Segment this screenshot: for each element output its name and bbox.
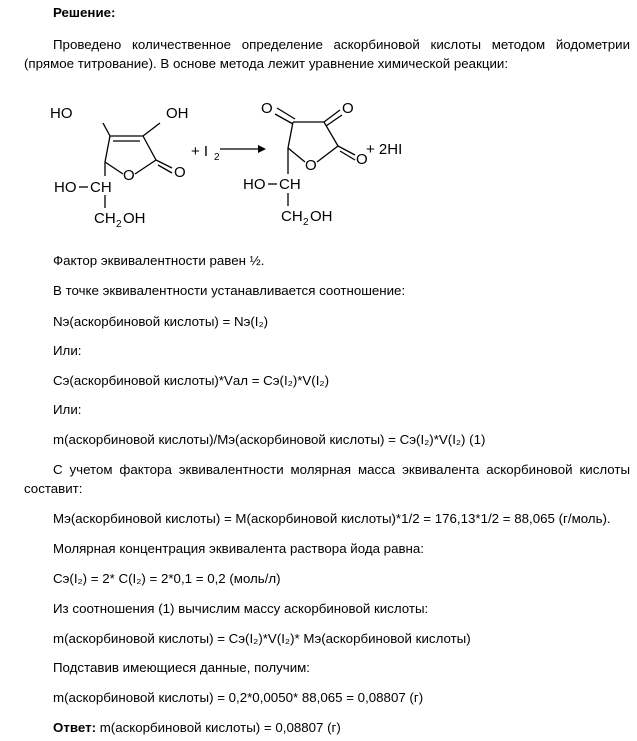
paragraph-molar-mass-intro: С учетом фактора эквивалентности молярная масса эквивалента аскорбиновой кислоты составит:	[24, 462, 630, 496]
equation-3: m(аскорбиновой кислоты)/Mэ(аскорбиновой кислоты) = Cэ(I₂)*V(I₂) (1)	[53, 432, 486, 447]
bond	[158, 165, 172, 173]
bond	[105, 136, 110, 162]
dehydroascorbic-acid-structure	[243, 100, 368, 228]
bond	[288, 122, 293, 148]
paragraph-substitute: Подставив имеющиеся данные, получим:	[53, 660, 310, 675]
paragraph-iodine-conc-intro: Молярная концентрация эквивалента раствора йода равна:	[53, 541, 424, 556]
bond	[143, 123, 160, 136]
equation-1: Nэ(аскорбиновой кислоты) = Nэ(I₂)	[53, 314, 269, 329]
paragraph-mass-intro: Из соотношения (1) вычислим массу аскорбиновой кислоты:	[53, 601, 429, 616]
label-o-top-right: O	[342, 100, 354, 117]
bond	[324, 122, 338, 146]
label-ch2oh-sub: 2	[116, 219, 122, 230]
answer-line	[53, 720, 341, 736]
label-ring-o: O	[305, 157, 317, 174]
bond	[326, 115, 342, 126]
label-ch2oh-ch: CH	[281, 208, 303, 225]
label-ch: CH	[279, 176, 301, 193]
bond	[105, 162, 123, 174]
answer-label: Ответ:	[53, 720, 97, 735]
answer-value: m(аскорбиновой кислоты) = 0,08807 (г)	[96, 720, 341, 735]
paragraph-intro: Проведено количественное определение аскорбиновой кислоты методом йодометрии (прямое титрование). В основе метода лежит уравнение химической реакции:	[24, 37, 630, 71]
bond	[338, 146, 355, 155]
iodine-reagent	[191, 143, 266, 163]
label-ch2oh-oh: OH	[123, 210, 146, 227]
label-ho-ch: HO	[243, 176, 266, 193]
bond	[156, 160, 172, 168]
label-i2-sub: 2	[214, 152, 220, 163]
label-carbonyl-o: O	[174, 164, 186, 181]
label-ring-o: O	[123, 167, 135, 184]
label-plus-i2: + I	[191, 143, 209, 160]
reaction-scheme	[48, 88, 448, 238]
paragraph-or-1: Или:	[53, 343, 82, 358]
label-ho-ch: HO	[54, 179, 77, 196]
bond	[135, 160, 156, 174]
label-ch2oh-oh: OH	[310, 208, 333, 225]
paragraph-factor: Фактор эквивалентности равен ½.	[53, 253, 265, 268]
label-plus-2hi: + 2HI	[366, 141, 403, 158]
equation-6: m(аскорбиновой кислоты) = Cэ(I₂)*V(I₂)* Mэ(аскорбиновой кислоты)	[53, 631, 471, 646]
bond	[340, 151, 355, 160]
label-o-top-left: O	[261, 100, 273, 117]
bond	[143, 136, 156, 160]
equation-2: Cэ(аскорбиновой кислоты)*Vал = Cэ(I₂)*V(I₂)	[53, 373, 330, 388]
bond	[288, 148, 305, 162]
equation-7: m(аскорбиновой кислоты) = 0,2*0,0050* 88,065 = 0,08807 (г)	[53, 690, 424, 705]
equation-5: Cэ(I₂) = 2* C(I₂) = 2*0,1 = 0,2 (моль/л)	[53, 571, 281, 586]
bond	[103, 123, 110, 136]
bond	[317, 146, 338, 162]
label-ch2oh-ch: CH	[94, 210, 116, 227]
label-ch: CH	[90, 179, 112, 196]
label-carbonyl-o: O	[356, 151, 368, 168]
heading-solution: Решение:	[53, 5, 116, 20]
ascorbic-acid-structure	[50, 105, 189, 230]
bond	[324, 110, 340, 122]
arrow-head	[258, 145, 266, 153]
paragraph-equivalence-point: В точке эквивалентности устанавливается соотношение:	[53, 283, 406, 298]
paragraph-or-2: Или:	[53, 402, 82, 417]
label-ch2oh-sub: 2	[303, 217, 309, 228]
label-oh-top-right: OH	[166, 105, 189, 122]
equation-4: Mэ(аскорбиновой кислоты) = M(аскорбиновой кислоты)*1/2 = 176,13*1/2 = 88,065 (г/моль).	[53, 511, 611, 526]
label-ho-top-left: HO	[50, 105, 73, 122]
